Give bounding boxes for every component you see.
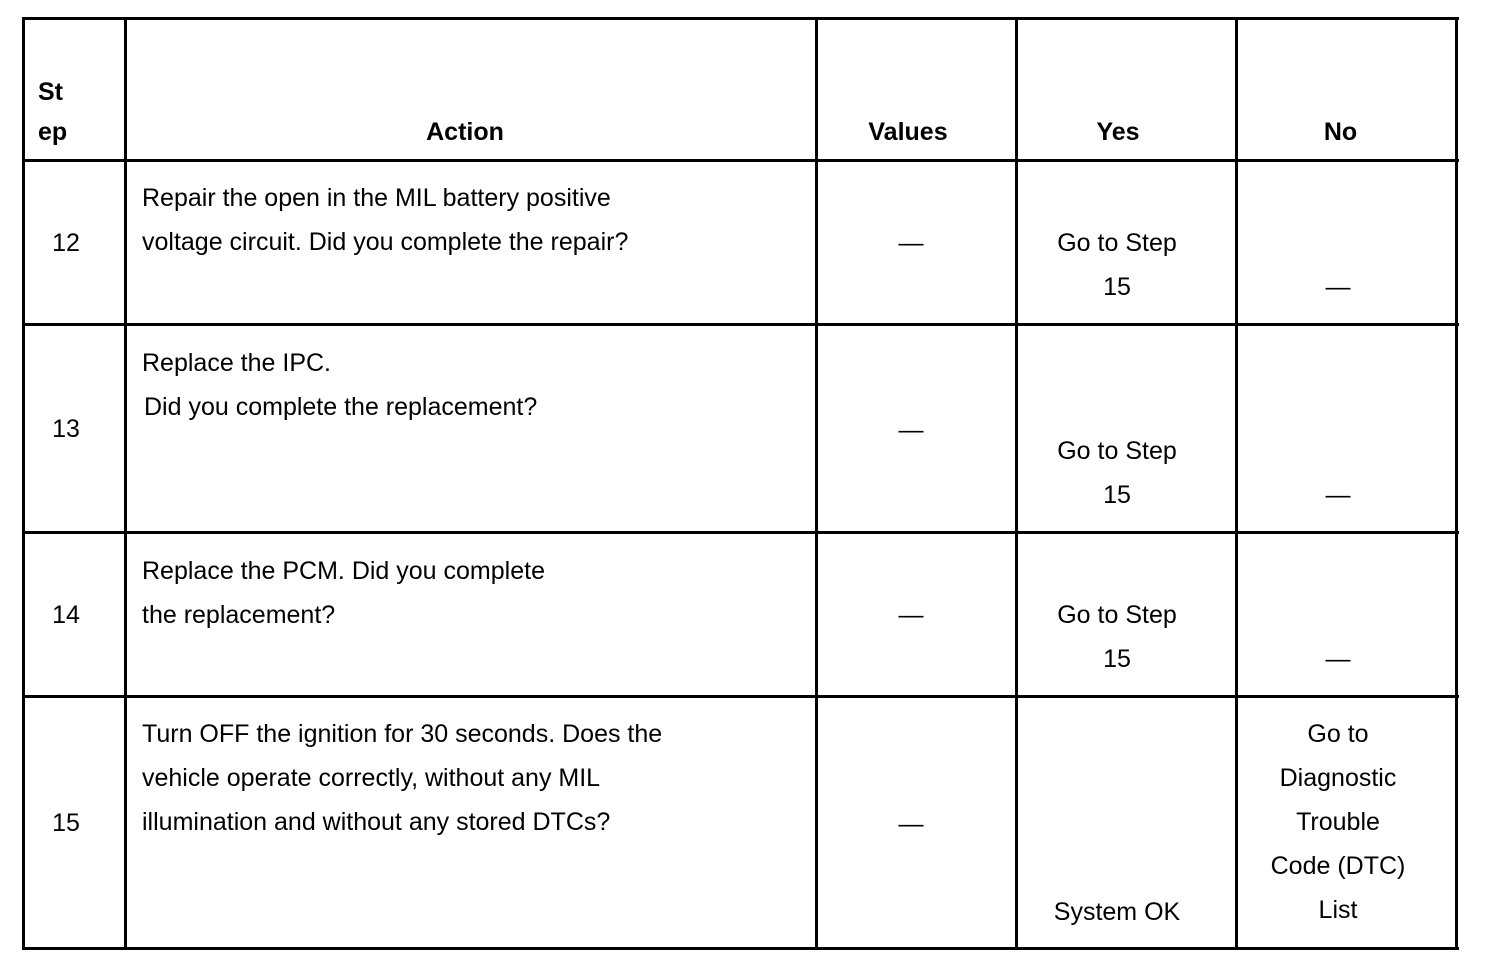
action-line: Did you complete the replacement? [144,393,538,421]
table-border-right [1455,17,1458,950]
header-values: Values [868,118,948,146]
yes-line: Go to Step [1057,601,1177,629]
yes-line: 15 [1103,481,1131,509]
row-divider [22,695,1459,698]
row-12-values: — [898,229,924,257]
row-15-yes [1018,890,1216,934]
no-line: Trouble [1296,808,1380,836]
row-12-action [142,176,628,264]
no-line: Diagnostic [1279,764,1397,792]
action-line: Turn OFF the ignition for 30 seconds. Does the [142,720,663,748]
column-divider [124,17,127,950]
row-15-action [142,712,662,844]
row-15-no [1238,712,1438,932]
action-line: Replace the IPC. [142,349,331,377]
row-divider [22,323,1459,326]
row-12-step: 12 [52,229,80,257]
no-line: Code (DTC) [1270,852,1406,880]
action-line: illumination and without any stored DTCs? [142,808,611,836]
row-13-yes [1018,429,1216,517]
row-12-no [1238,265,1438,309]
row-15-values: — [898,810,924,838]
table-border-bottom [22,947,1459,950]
action-line: voltage circuit. Did you complete the repair? [142,228,629,256]
row-divider [22,531,1459,534]
no-line: List [1318,896,1358,924]
row-14-step: 14 [52,601,80,629]
row-13-no [1238,473,1438,517]
row-14-no [1238,637,1438,681]
row-14-yes [1018,593,1216,681]
table-border-top [22,17,1459,20]
yes-line: 15 [1103,645,1131,673]
header-step-line1: St [38,78,63,106]
row-15-step: 15 [52,809,80,837]
no-line: — [1325,273,1351,301]
header-yes: Yes [1096,118,1140,146]
row-14-values: — [898,601,924,629]
yes-line: 15 [1103,273,1131,301]
row-14-action [142,549,545,637]
row-13-values: — [898,416,924,444]
no-line: Go to [1307,720,1369,748]
yes-line: Go to Step [1057,229,1177,257]
header-no: No [1323,118,1358,146]
header-action: Action [426,118,504,146]
action-line: vehicle operate correctly, without any MIL [142,764,601,792]
header-divider [22,159,1459,162]
action-line: the replacement? [142,601,336,629]
header-step [38,72,118,152]
row-13-step: 13 [52,415,80,443]
yes-line: Go to Step [1057,437,1177,465]
row-13-action [142,341,537,429]
no-line: — [1325,481,1351,509]
action-line: Repair the open in the MIL battery positive [142,184,611,212]
header-step-line2: ep [38,118,68,146]
row-12-yes [1018,221,1216,309]
no-line: — [1325,645,1351,673]
action-line: Replace the PCM. Did you complete [142,557,545,585]
yes-line: System OK [1053,898,1181,926]
